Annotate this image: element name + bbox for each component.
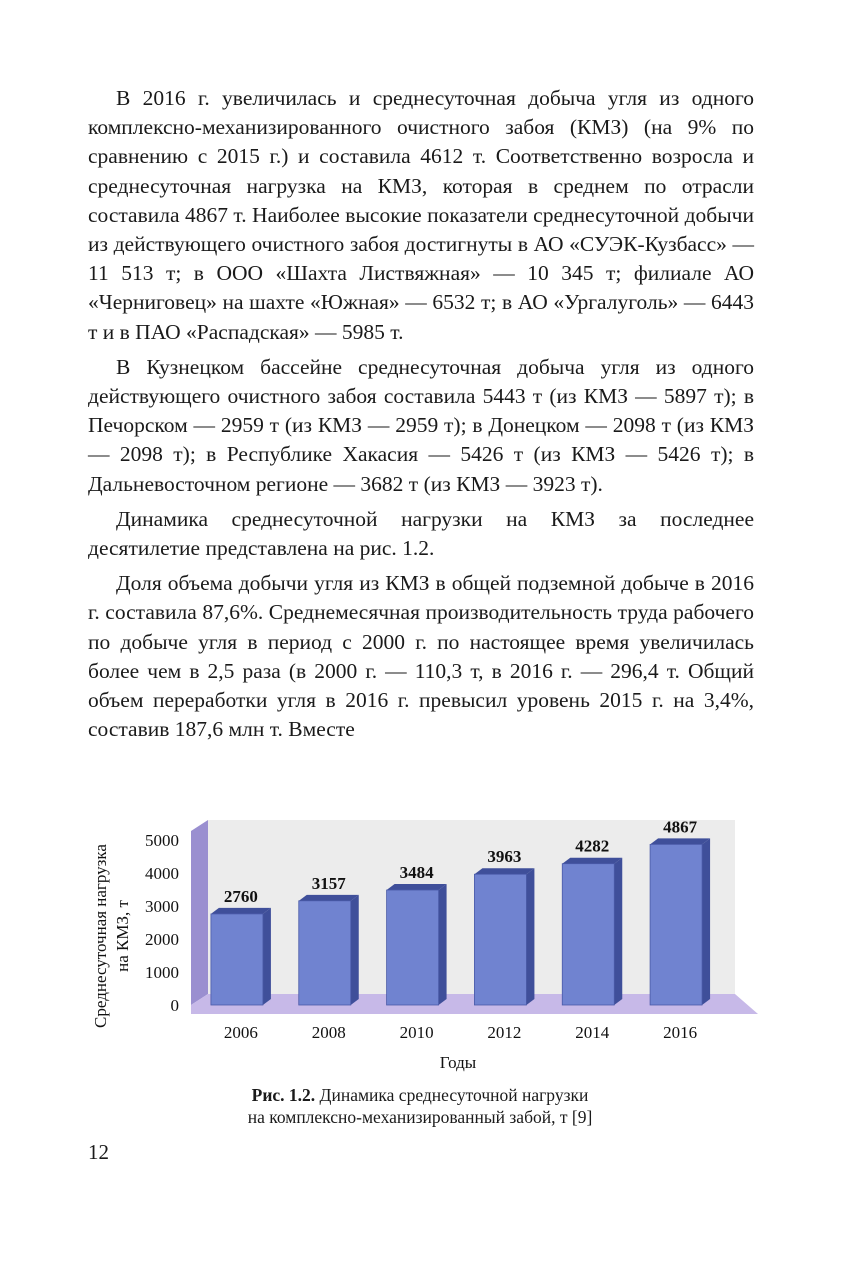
bar-top (650, 838, 710, 844)
x-tick-label: 2006 (223, 1023, 258, 1042)
bar (562, 864, 614, 1005)
y-tick-label: 4000 (145, 864, 179, 883)
caption-line2: на комплексно-механизированный забой, т [9] (247, 1107, 593, 1127)
bar-side (526, 868, 534, 1005)
figure-number: Рис. 1.2. (251, 1085, 316, 1105)
chart-side-wall (191, 820, 208, 1005)
x-tick-label: 2008 (311, 1023, 346, 1042)
y-axis-title-line: Среднесуточная нагрузка (91, 844, 110, 1028)
x-tick-label: 2014 (575, 1023, 610, 1042)
figure-caption (120, 1084, 720, 1128)
bar (474, 874, 526, 1005)
caption-line1: Динамика среднесуточной нагрузки (319, 1085, 589, 1105)
bar-top (562, 858, 622, 864)
bar-top (474, 868, 534, 874)
bar-top (299, 895, 359, 901)
bar-side (351, 895, 359, 1005)
bar (211, 914, 263, 1005)
bar-side (263, 908, 271, 1005)
paragraph: В Кузнецком бассейне среднесуточная добыча угля из одного действующего очистного забоя составила 5443 т (из КМЗ — 5897 т); в Печорском — 2959 т (из КМЗ — 2959 т); в Донецком — 2098 т (из КМЗ — 2098 т); в Республике Хакасия — 5426 т (из КМЗ — 5426 т); в Дальневосточном регионе — 3682 т (из КМЗ — 3923 т). (88, 354, 754, 496)
y-axis-title (91, 844, 132, 1028)
x-tick-label: 2010 (399, 1023, 434, 1042)
bar-value-label: 2760 (223, 886, 258, 906)
x-axis-title: Годы (439, 1053, 477, 1072)
bar-value-label: 3963 (487, 847, 522, 867)
y-tick-label: 5000 (145, 831, 179, 850)
bar-chart-svg (88, 812, 758, 1082)
bar-top (211, 908, 271, 914)
page-number: 12 (88, 1140, 109, 1164)
y-tick-label: 2000 (145, 930, 179, 949)
bar (299, 901, 351, 1005)
y-tick-label: 3000 (145, 897, 179, 916)
paragraph: Динамика среднесуточной нагрузки на КМЗ за последнее десятилетие представлена на рис. 1.2. (88, 506, 754, 561)
bar-top (387, 884, 447, 890)
paragraph: В 2016 г. увеличилась и среднесуточная добыча угля из одного комплексно-механизированного очистного забоя (КМЗ) (на 9% по сравнению с 2015 г.) и составила 4612 т. Соответственно возросла и среднесуточная нагрузка на КМЗ, которая в среднем по отрасли составила 4867 т. Наиболее высокие показатели среднесуточной добычи из действующего очистного забоя достигнуты в АО «СУЭК-Кузбасс» — 11 513 т; в ООО «Шахта Листвяжная» — 10 345 т; филиале АО «Черниговец» на шахте «Южная» — 6532 т; в АО «Ургалуголь» — 6443 т и в ПАО «Распадская» — 5985 т. (88, 86, 754, 344)
bar-value-label: 3157 (311, 873, 346, 893)
bar-value-label: 4867 (663, 817, 698, 837)
y-tick-label: 1000 (145, 963, 179, 982)
bar-value-label: 4282 (575, 836, 610, 856)
bar-side (439, 884, 447, 1005)
x-tick-label: 2012 (487, 1023, 522, 1042)
bar-value-label: 3484 (399, 863, 434, 883)
bar-side (614, 858, 622, 1005)
y-tick-label: 0 (170, 996, 179, 1015)
bar-chart (88, 812, 758, 1082)
bar (387, 890, 439, 1005)
paragraph: Доля объема добычи угля из КМЗ в общей подземной добыче в 2016 г. составила 87,6%. Среднемесячная производительность труда рабочего по добыче угля в период с 2000 г. по настоящее время увеличилась более чем в 2,5 раза (в 2000 г. — 110,3 т, в 2016 г. — 296,4 т. Общий объем переработки угля в 2016 г. превысил уровень 2015 г. на 3,4%, составив 187,6 млн т. Вместе (88, 571, 754, 742)
bar (650, 844, 702, 1005)
x-tick-label: 2016 (663, 1023, 698, 1042)
bar-side (702, 838, 710, 1005)
y-axis-title-line: на КМЗ, т (113, 900, 132, 972)
body-text (88, 84, 754, 750)
